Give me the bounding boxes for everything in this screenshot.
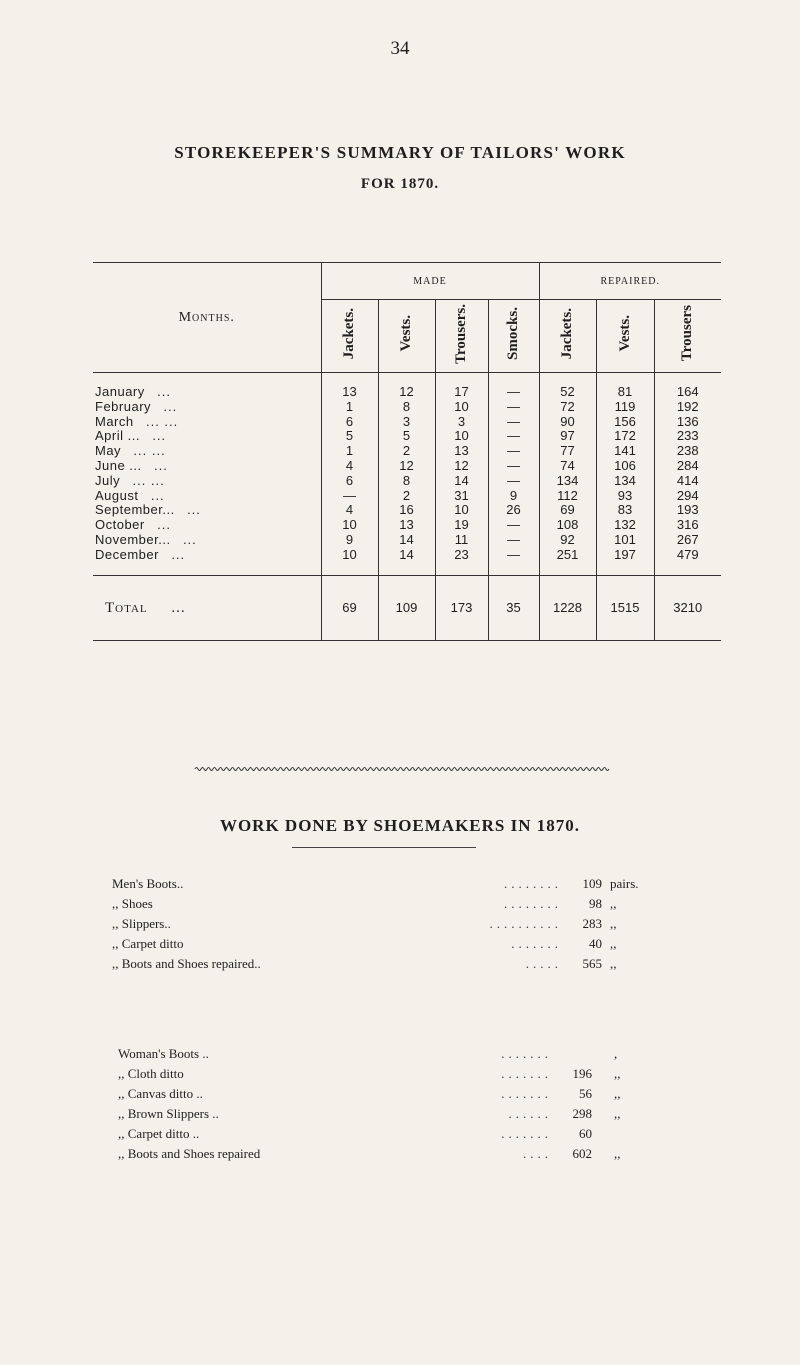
table-cell: 316: [654, 518, 721, 533]
month-label: July ... ...: [95, 472, 165, 488]
month-label: September... ...: [95, 502, 201, 518]
item-unit: ,,: [614, 1086, 621, 1101]
table-row: [93, 489, 721, 504]
table-cell: 108: [539, 518, 596, 533]
table-cell: —: [488, 429, 539, 444]
table-cell: —: [488, 385, 539, 400]
item-unit: ,,: [614, 1146, 621, 1161]
list-item: [112, 874, 672, 894]
mens-footwear-list: [112, 874, 672, 974]
item-label: ,, Canvas ditto ..: [118, 1086, 203, 1101]
item-count: 109: [582, 876, 602, 891]
table-cell: 72: [539, 400, 596, 415]
table-cell: 4: [321, 459, 378, 474]
table-cell: 1: [321, 444, 378, 459]
table-cell: —: [488, 400, 539, 415]
tailors-table: [93, 262, 721, 641]
table-cell: 172: [596, 429, 654, 444]
item-label: ,, Boots and Shoes repaired..: [112, 956, 261, 971]
list-item: [118, 1064, 678, 1084]
repaired-jackets-header: Jackets.: [539, 300, 596, 373]
total-cell: 69: [321, 575, 378, 640]
table-cell: 136: [654, 415, 721, 430]
table-cell: 83: [596, 503, 654, 518]
item-unit: ,: [614, 1046, 618, 1061]
list-item: [118, 1044, 678, 1064]
item-unit: ,,: [610, 936, 617, 951]
table-cell: 81: [596, 385, 654, 400]
table-cell: 197: [596, 548, 654, 563]
list-item: [112, 954, 672, 974]
total-cell: 1228: [539, 575, 596, 640]
table-cell: —: [488, 518, 539, 533]
item-label: ,, Slippers..: [112, 916, 171, 931]
dot-leader: ..........: [489, 916, 562, 931]
table-cell: 8: [378, 474, 435, 489]
table-cell: 10: [435, 429, 488, 444]
shoemakers-title: WORK DONE BY SHOEMAKERS IN 1870.: [219, 816, 581, 835]
table-cell: 10: [321, 518, 378, 533]
item-count: 56: [579, 1086, 592, 1101]
item-count: 602: [572, 1146, 592, 1161]
month-label: June ... ...: [95, 457, 168, 473]
table-row: [93, 533, 721, 548]
made-jackets-header: Jackets.: [321, 300, 378, 373]
table-cell: 6: [321, 474, 378, 489]
list-item: [118, 1104, 678, 1124]
table-cell: 17: [435, 385, 488, 400]
tailors-subtitle: FOR 1870.: [360, 176, 440, 192]
table-cell: 479: [654, 548, 721, 563]
table-cell: 4: [321, 503, 378, 518]
table-cell: 156: [596, 415, 654, 430]
table-cell: 2: [378, 444, 435, 459]
table-cell: 10: [435, 503, 488, 518]
item-count: 60: [579, 1126, 592, 1141]
table-cell: 414: [654, 474, 721, 489]
list-item: [118, 1084, 678, 1104]
dot-leader: ......: [508, 1106, 552, 1121]
item-unit: ,,: [610, 956, 617, 971]
dot-leader: ........: [504, 876, 562, 891]
table-cell: 9: [488, 489, 539, 504]
table-row: [93, 474, 721, 489]
dot-leader: .......: [501, 1126, 552, 1141]
dot-leader: .......: [501, 1046, 552, 1061]
item-unit: ,,: [614, 1066, 621, 1081]
month-rows: [93, 385, 721, 563]
table-cell: 13: [321, 385, 378, 400]
table-cell: 97: [539, 429, 596, 444]
table-cell: 93: [596, 489, 654, 504]
item-label: ,, Cloth ditto: [118, 1066, 184, 1081]
table-cell: —: [321, 489, 378, 504]
made-trousers-header: Trousers.: [435, 300, 488, 373]
table-cell: 6: [321, 415, 378, 430]
table-cell: 192: [654, 400, 721, 415]
month-label: November... ...: [95, 531, 197, 547]
dot-leader: .......: [501, 1086, 552, 1101]
table-row: [93, 518, 721, 533]
table-cell: 14: [378, 548, 435, 563]
item-label: ,, Shoes: [112, 896, 153, 911]
item-label: Men's Boots..: [112, 876, 184, 891]
item-count: 565: [582, 956, 602, 971]
table-row: [93, 444, 721, 459]
table-cell: 19: [435, 518, 488, 533]
month-label: December ...: [95, 546, 186, 562]
list-item: [112, 894, 672, 914]
table-cell: 3: [435, 415, 488, 430]
table-cell: 134: [596, 474, 654, 489]
table-row: [93, 503, 721, 518]
table-cell: 12: [378, 385, 435, 400]
month-label: August ...: [95, 487, 165, 503]
table-cell: 13: [435, 444, 488, 459]
table-cell: 5: [321, 429, 378, 444]
total-cell: 3210: [654, 575, 721, 640]
item-label: ,, Brown Slippers ..: [118, 1106, 219, 1121]
month-label: May ... ...: [95, 443, 166, 459]
table-cell: 2: [378, 489, 435, 504]
item-label: Woman's Boots ..: [118, 1046, 209, 1061]
item-count: 196: [572, 1066, 592, 1081]
table-cell: 14: [378, 533, 435, 548]
table-cell: 132: [596, 518, 654, 533]
table-cell: 251: [539, 548, 596, 563]
month-label: March ... ...: [95, 413, 179, 429]
dot-leader: .....: [525, 956, 562, 971]
table-cell: 141: [596, 444, 654, 459]
table-cell: 112: [539, 489, 596, 504]
table-cell: 12: [378, 459, 435, 474]
wavy-divider: [0, 764, 800, 774]
total-cell: 109: [378, 575, 435, 640]
table-cell: 52: [539, 385, 596, 400]
total-cell: 35: [488, 575, 539, 640]
table-cell: 5: [378, 429, 435, 444]
total-cell: 173: [435, 575, 488, 640]
table-cell: 77: [539, 444, 596, 459]
dot-leader: ....: [523, 1146, 552, 1161]
table-row: [93, 429, 721, 444]
dot-leader: .......: [511, 936, 562, 951]
item-count: 298: [572, 1106, 592, 1121]
table-cell: 3: [378, 415, 435, 430]
table-cell: 14: [435, 474, 488, 489]
page-number: 34: [390, 38, 410, 59]
table-cell: 284: [654, 459, 721, 474]
title-rule: [292, 847, 476, 848]
table-cell: —: [488, 459, 539, 474]
total-label: Total ...: [93, 575, 321, 640]
total-cell: 1515: [596, 575, 654, 640]
list-item: [112, 914, 672, 934]
month-label: January ...: [95, 384, 171, 399]
made-smocks-header: Smocks.: [488, 300, 539, 373]
item-unit: ,,: [610, 896, 617, 911]
table-cell: 10: [435, 400, 488, 415]
table-cell: —: [488, 548, 539, 563]
table-cell: 13: [378, 518, 435, 533]
item-unit: ,,: [610, 916, 617, 931]
table-row: [93, 415, 721, 430]
item-label: ,, Boots and Shoes repaired: [118, 1146, 261, 1161]
table-cell: 164: [654, 385, 721, 400]
table-cell: 101: [596, 533, 654, 548]
table-cell: 92: [539, 533, 596, 548]
table-row: [93, 459, 721, 474]
table-cell: 8: [378, 400, 435, 415]
table-cell: 74: [539, 459, 596, 474]
dot-leader: ........: [504, 896, 562, 911]
item-count: 98: [589, 896, 602, 911]
table-cell: —: [488, 415, 539, 430]
table-cell: 90: [539, 415, 596, 430]
table-cell: 1: [321, 400, 378, 415]
month-label: April ... ...: [95, 428, 167, 444]
table-cell: 31: [435, 489, 488, 504]
repaired-vests-header: Vests.: [596, 300, 654, 373]
item-label: ,, Carpet ditto: [112, 936, 184, 951]
table-cell: 119: [596, 400, 654, 415]
table-cell: —: [488, 444, 539, 459]
month-label: February ...: [95, 398, 178, 414]
made-vests-header: Vests.: [378, 300, 435, 373]
item-count: 40: [589, 936, 602, 951]
table-cell: 16: [378, 503, 435, 518]
table-cell: 26: [488, 503, 539, 518]
table-cell: 267: [654, 533, 721, 548]
list-item: [118, 1144, 678, 1164]
total-row: [93, 575, 721, 640]
made-header: MADE: [321, 263, 539, 300]
repaired-trousers-header: Trousers: [654, 300, 721, 373]
table-cell: 106: [596, 459, 654, 474]
item-label: ,, Carpet ditto ..: [118, 1126, 200, 1141]
table-cell: 134: [539, 474, 596, 489]
table-cell: 193: [654, 503, 721, 518]
table-cell: —: [488, 474, 539, 489]
table-cell: 12: [435, 459, 488, 474]
table-cell: 10: [321, 548, 378, 563]
months-header: Months.: [93, 263, 321, 373]
table-cell: 238: [654, 444, 721, 459]
table-cell: 9: [321, 533, 378, 548]
womens-footwear-list: [118, 1044, 678, 1164]
item-unit: pairs.: [610, 876, 639, 891]
table-row: [93, 548, 721, 563]
table-cell: 11: [435, 533, 488, 548]
table-row: [93, 400, 721, 415]
table-cell: 294: [654, 489, 721, 504]
repaired-header: REPAIRED.: [539, 263, 721, 300]
list-item: [118, 1124, 678, 1144]
tailors-title: STOREKEEPER'S SUMMARY OF TAILORS' WORK: [174, 143, 626, 162]
list-item: [112, 934, 672, 954]
item-count: 283: [582, 916, 602, 931]
month-label: October ...: [95, 517, 171, 533]
dot-leader: .......: [501, 1066, 552, 1081]
table-cell: 233: [654, 429, 721, 444]
table-cell: 23: [435, 548, 488, 563]
table-cell: —: [488, 533, 539, 548]
item-unit: ,,: [614, 1106, 621, 1121]
table-cell: 69: [539, 503, 596, 518]
table-row: [93, 385, 721, 400]
